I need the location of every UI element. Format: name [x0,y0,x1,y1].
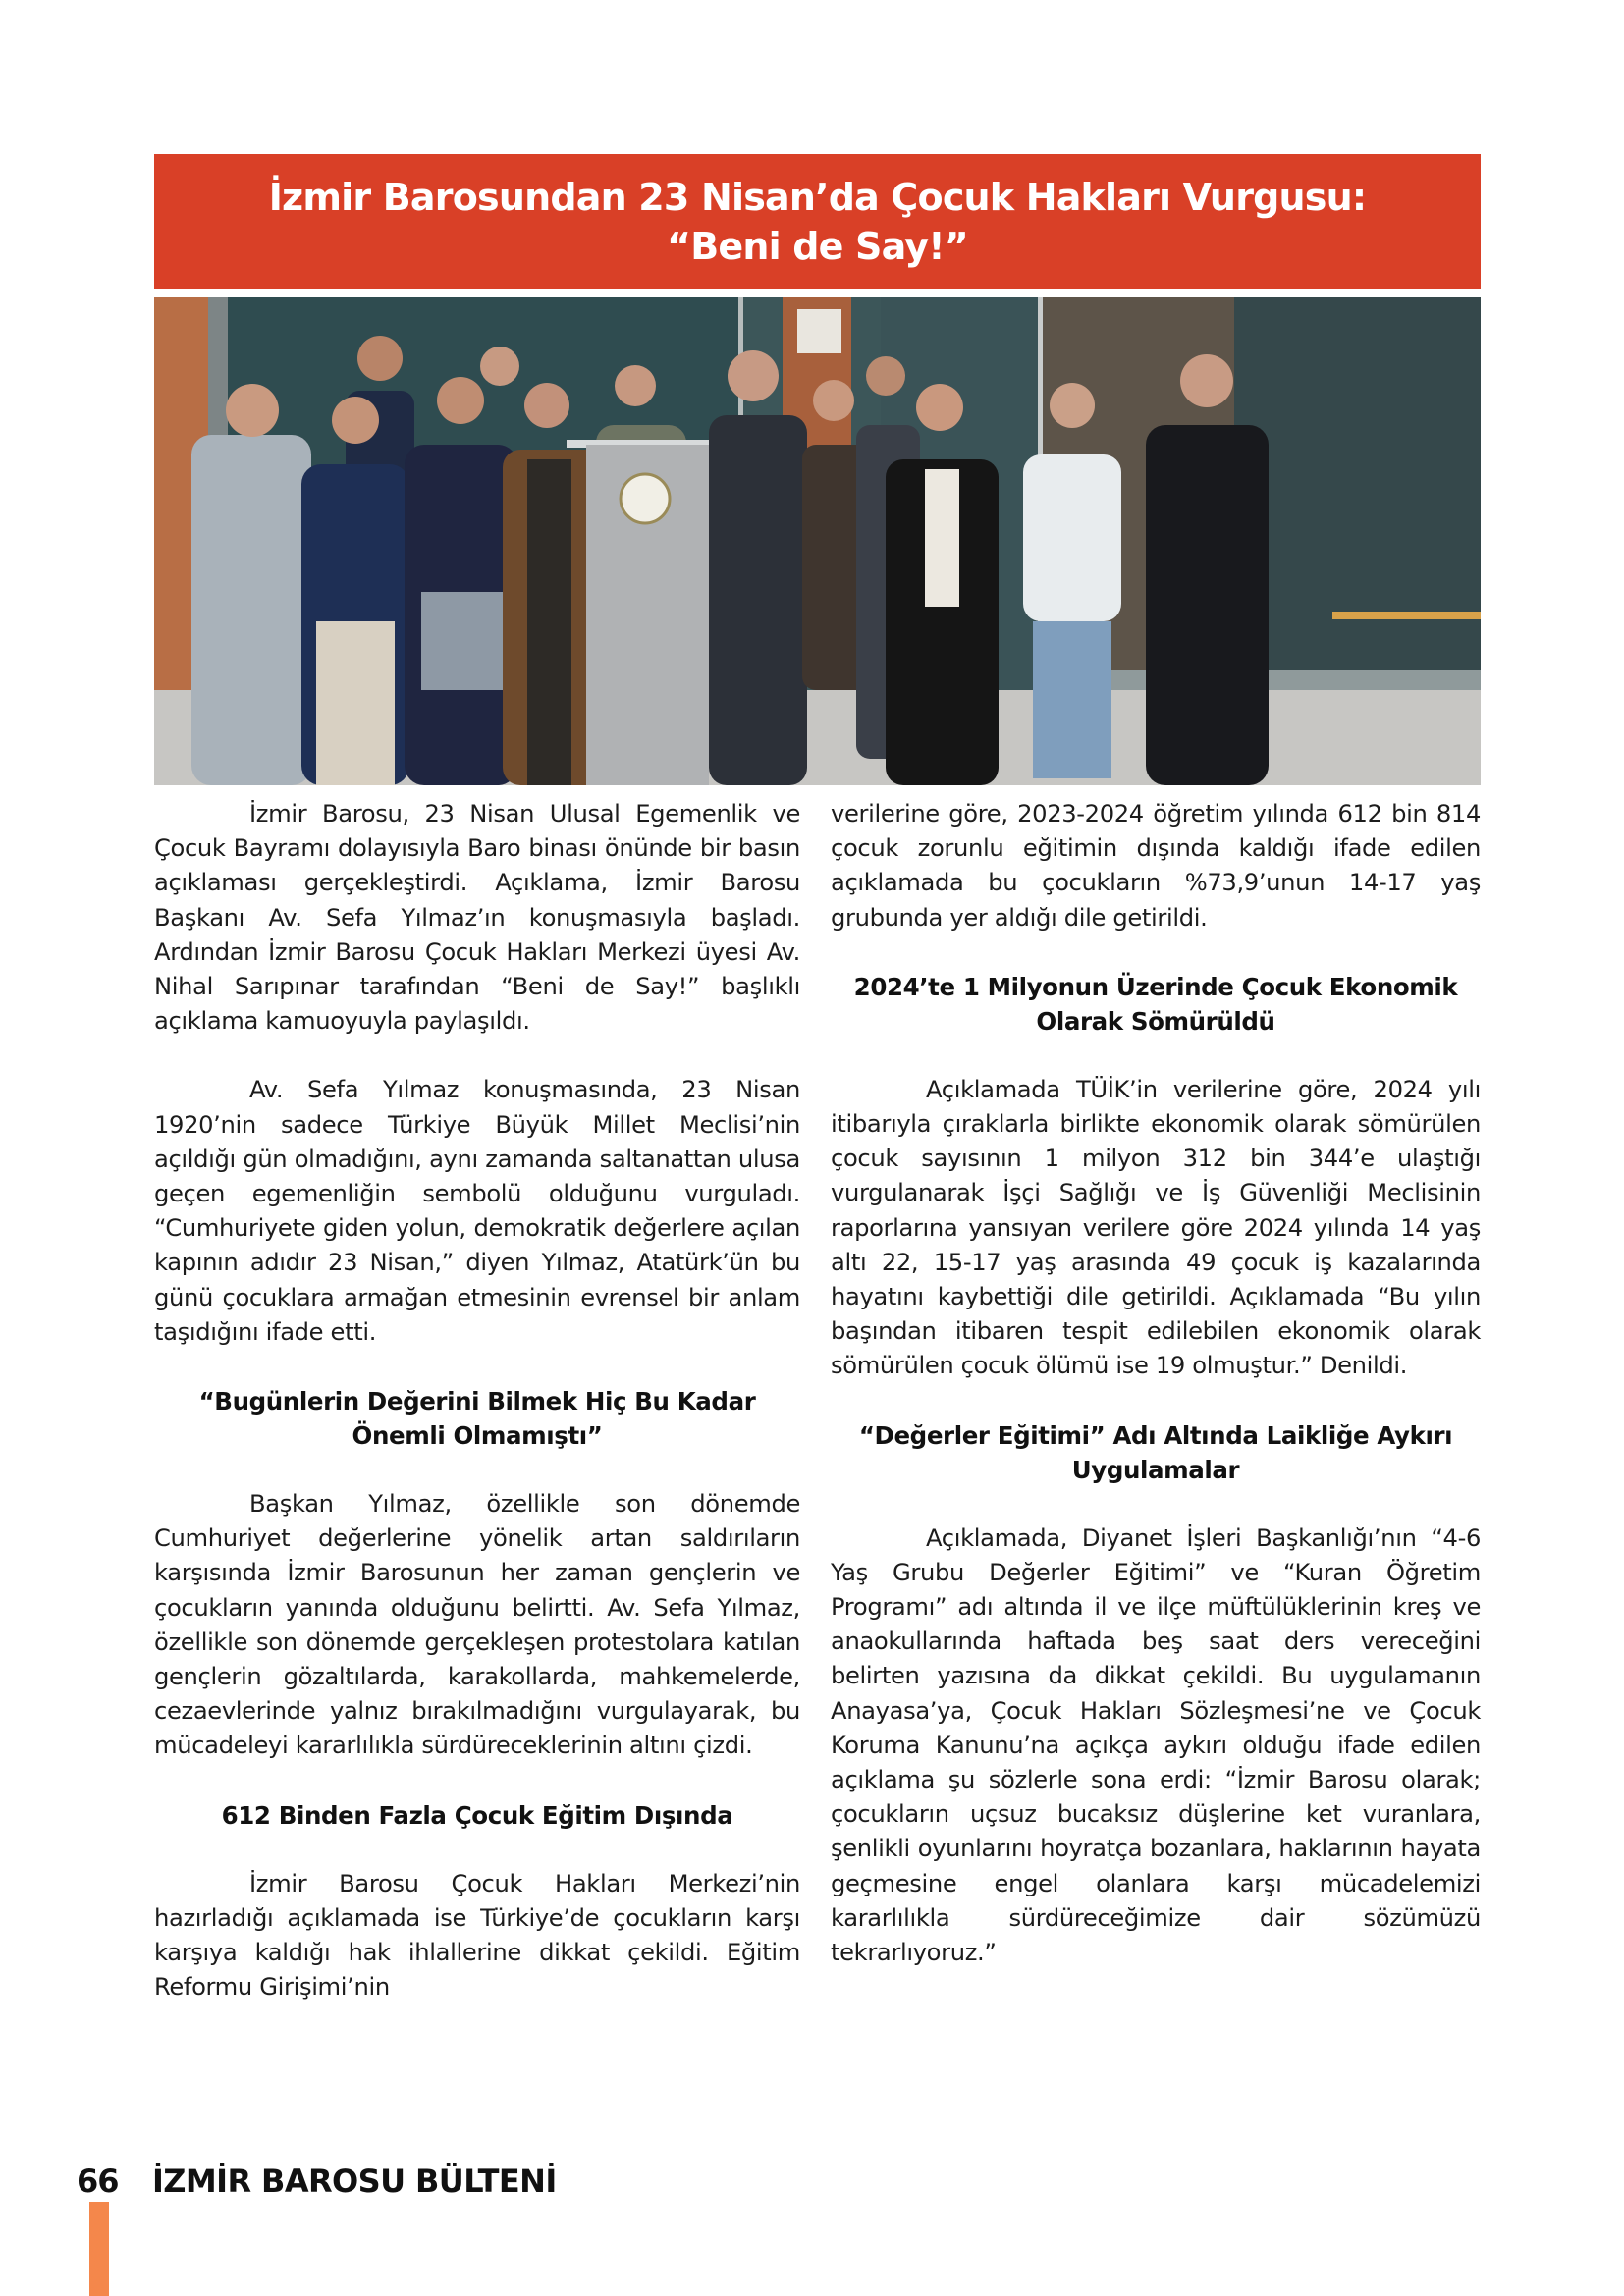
subheading: 2024’te 1 Milyonun Üzerinde Çocuk Ekonomik Olarak Sömürüldü [853,972,1458,1036]
paragraph: Açıklamada, Diyanet İşleri Başkanlığı’nın “4-6 Yaş Grubu Değerler Eğitimi” ve “Kuran Öğretim Programı” adı altında il ve ilçe müftülüklerinin kreş ve anaokullarında haftada beş saat ders vereceğini belirten yazısına da dikkat çekildi. Bu uygulamanın Anayasa’ya, Çocuk Hakları Sözleşmesi’ne ve Çocuk Koruma Kanunu’na açıkça aykırı olduğu ifade edilen açıklama şu sözlerle sona erdi: “İzmir Barosu olarak; çocukların uçsuz bucaksız düşlerine ket vuranlara, şenlikli oyunlarını hoyratça bozanlara, haklarının hayata geçmesine engel olanlara karşı mücadelemizi kararlılıkla sürdüreceğimize dair sözümüzü tekrarlıyoruz.” [831,1523,1481,1967]
right-column [831,797,1481,1970]
paragraph: İzmir Barosu Çocuk Hakları Merkezi’nin hazırladığı açıklamada ise Türkiye’de çocukların karşı karşıya kaldığı hak ihlallerine dikkat çekildi. Eğitim Reformu Girişimi’nin [154,1869,800,2002]
subheading: 612 Binden Fazla Çocuk Eğitim Dışında [221,1800,733,1830]
publication-title: İZMİR BAROSU BÜLTENİ [152,2163,557,2200]
page-number: 66 [77,2163,119,2200]
paragraph: verilerine göre, 2023-2024 öğretim yılında 612 bin 814 çocuk zorunlu eğitimin dışında kaldığı ifade edilen açıklamada bu çocukların %73,9’unun 14-17 yaş grubunda yer aldığı dile getirildi. [831,800,1481,932]
paragraph: Açıklamada TÜİK’in verilerine göre, 2024 yılı itibarıyla çıraklarla birlikte ekonomik olarak sömürülen çocuk sayısının 1 milyon 312 bin 344’e ulaştığı vurgulanarak İşçi Sağlığı ve İş Güvenliği Meclisinin raporlarına yansıyan verilere göre 2024 yılında 14 yaş altı 22, 15-17 yaş arasında 49 çocuk iş kazalarında hayatını kaybettiği dile getirildi. Açıklamada “Bu yılın başından itibaren tespit edilebilen ekonomik olarak sömürülen çocuk ölümü ise 19 olmuştur.” Denildi. [831,1075,1481,1380]
group-photo [154,297,1481,785]
paragraph: Başkan Yılmaz, özellikle son dönemde Cumhuriyet değerlerine yönelik artan saldırıların karşısında İzmir Barosunun her zaman gençlerin ve çocukların yanında olduğunu belirtti. Av. Sefa Yılmaz, özellikle son dönemde gerçekleşen protestolara katılan gençlerin gözaltılarda, karakollarda, mahkemelerde, cezaevlerinde yalnız bırakılmadığını vurgulayarak, bu mücadeleyi kararlılıkla sürdüreceklerinin altını çizdi. [154,1490,800,1760]
article-title-line-1: İzmir Barosundan 23 Nisan’da Çocuk Hakları Vurgusu: [268,175,1367,219]
left-column [154,797,800,2004]
article-title-banner [154,154,1481,289]
article-title-line-2: “Beni de Say!” [667,224,968,268]
group-photo-image [154,297,1481,785]
footer-accent-bar [89,2202,109,2296]
subheading: “Değerler Eğitimi” Adı Altında Laikliğe Aykırı Uygulamalar [858,1420,1453,1484]
paragraph: Av. Sefa Yılmaz konuşmasında, 23 Nisan 1920’nin sadece Türkiye Büyük Millet Meclisi’nin açıldığı gün olmadığını, aynı zamanda saltanattan ulusa geçen egemenliğin sembolü olduğunu vurguladı. “Cumhuriyete giden yolun, demokratik değerlere açılan kapının adıdır 23 Nisan,” diyen Yılmaz, Atatürk’ün bu günü çocuklara armağan etmesinin evrensel bir anlam taşıdığını ifade etti. [154,1076,800,1346]
subheading: “Bugünlerin Değerini Bilmek Hiç Bu Kadar Önemli Olmamıştı” [198,1387,756,1451]
paragraph: İzmir Barosu, 23 Nisan Ulusal Egemenlik ve Çocuk Bayramı dolayısıyla Baro binası önünde bir basın açıklaması gerçekleştirdi. Açıklama, İzmir Barosu Başkanı Av. Sefa Yılmaz’ın konuşmasıyla başladı. Ardından İzmir Barosu Çocuk Hakları Merkezi üyesi Av. Nihal Sarıpınar tarafından “Beni de Say!” başlıklı açıklama kamuoyuyla paylaşıldı. [154,800,800,1036]
